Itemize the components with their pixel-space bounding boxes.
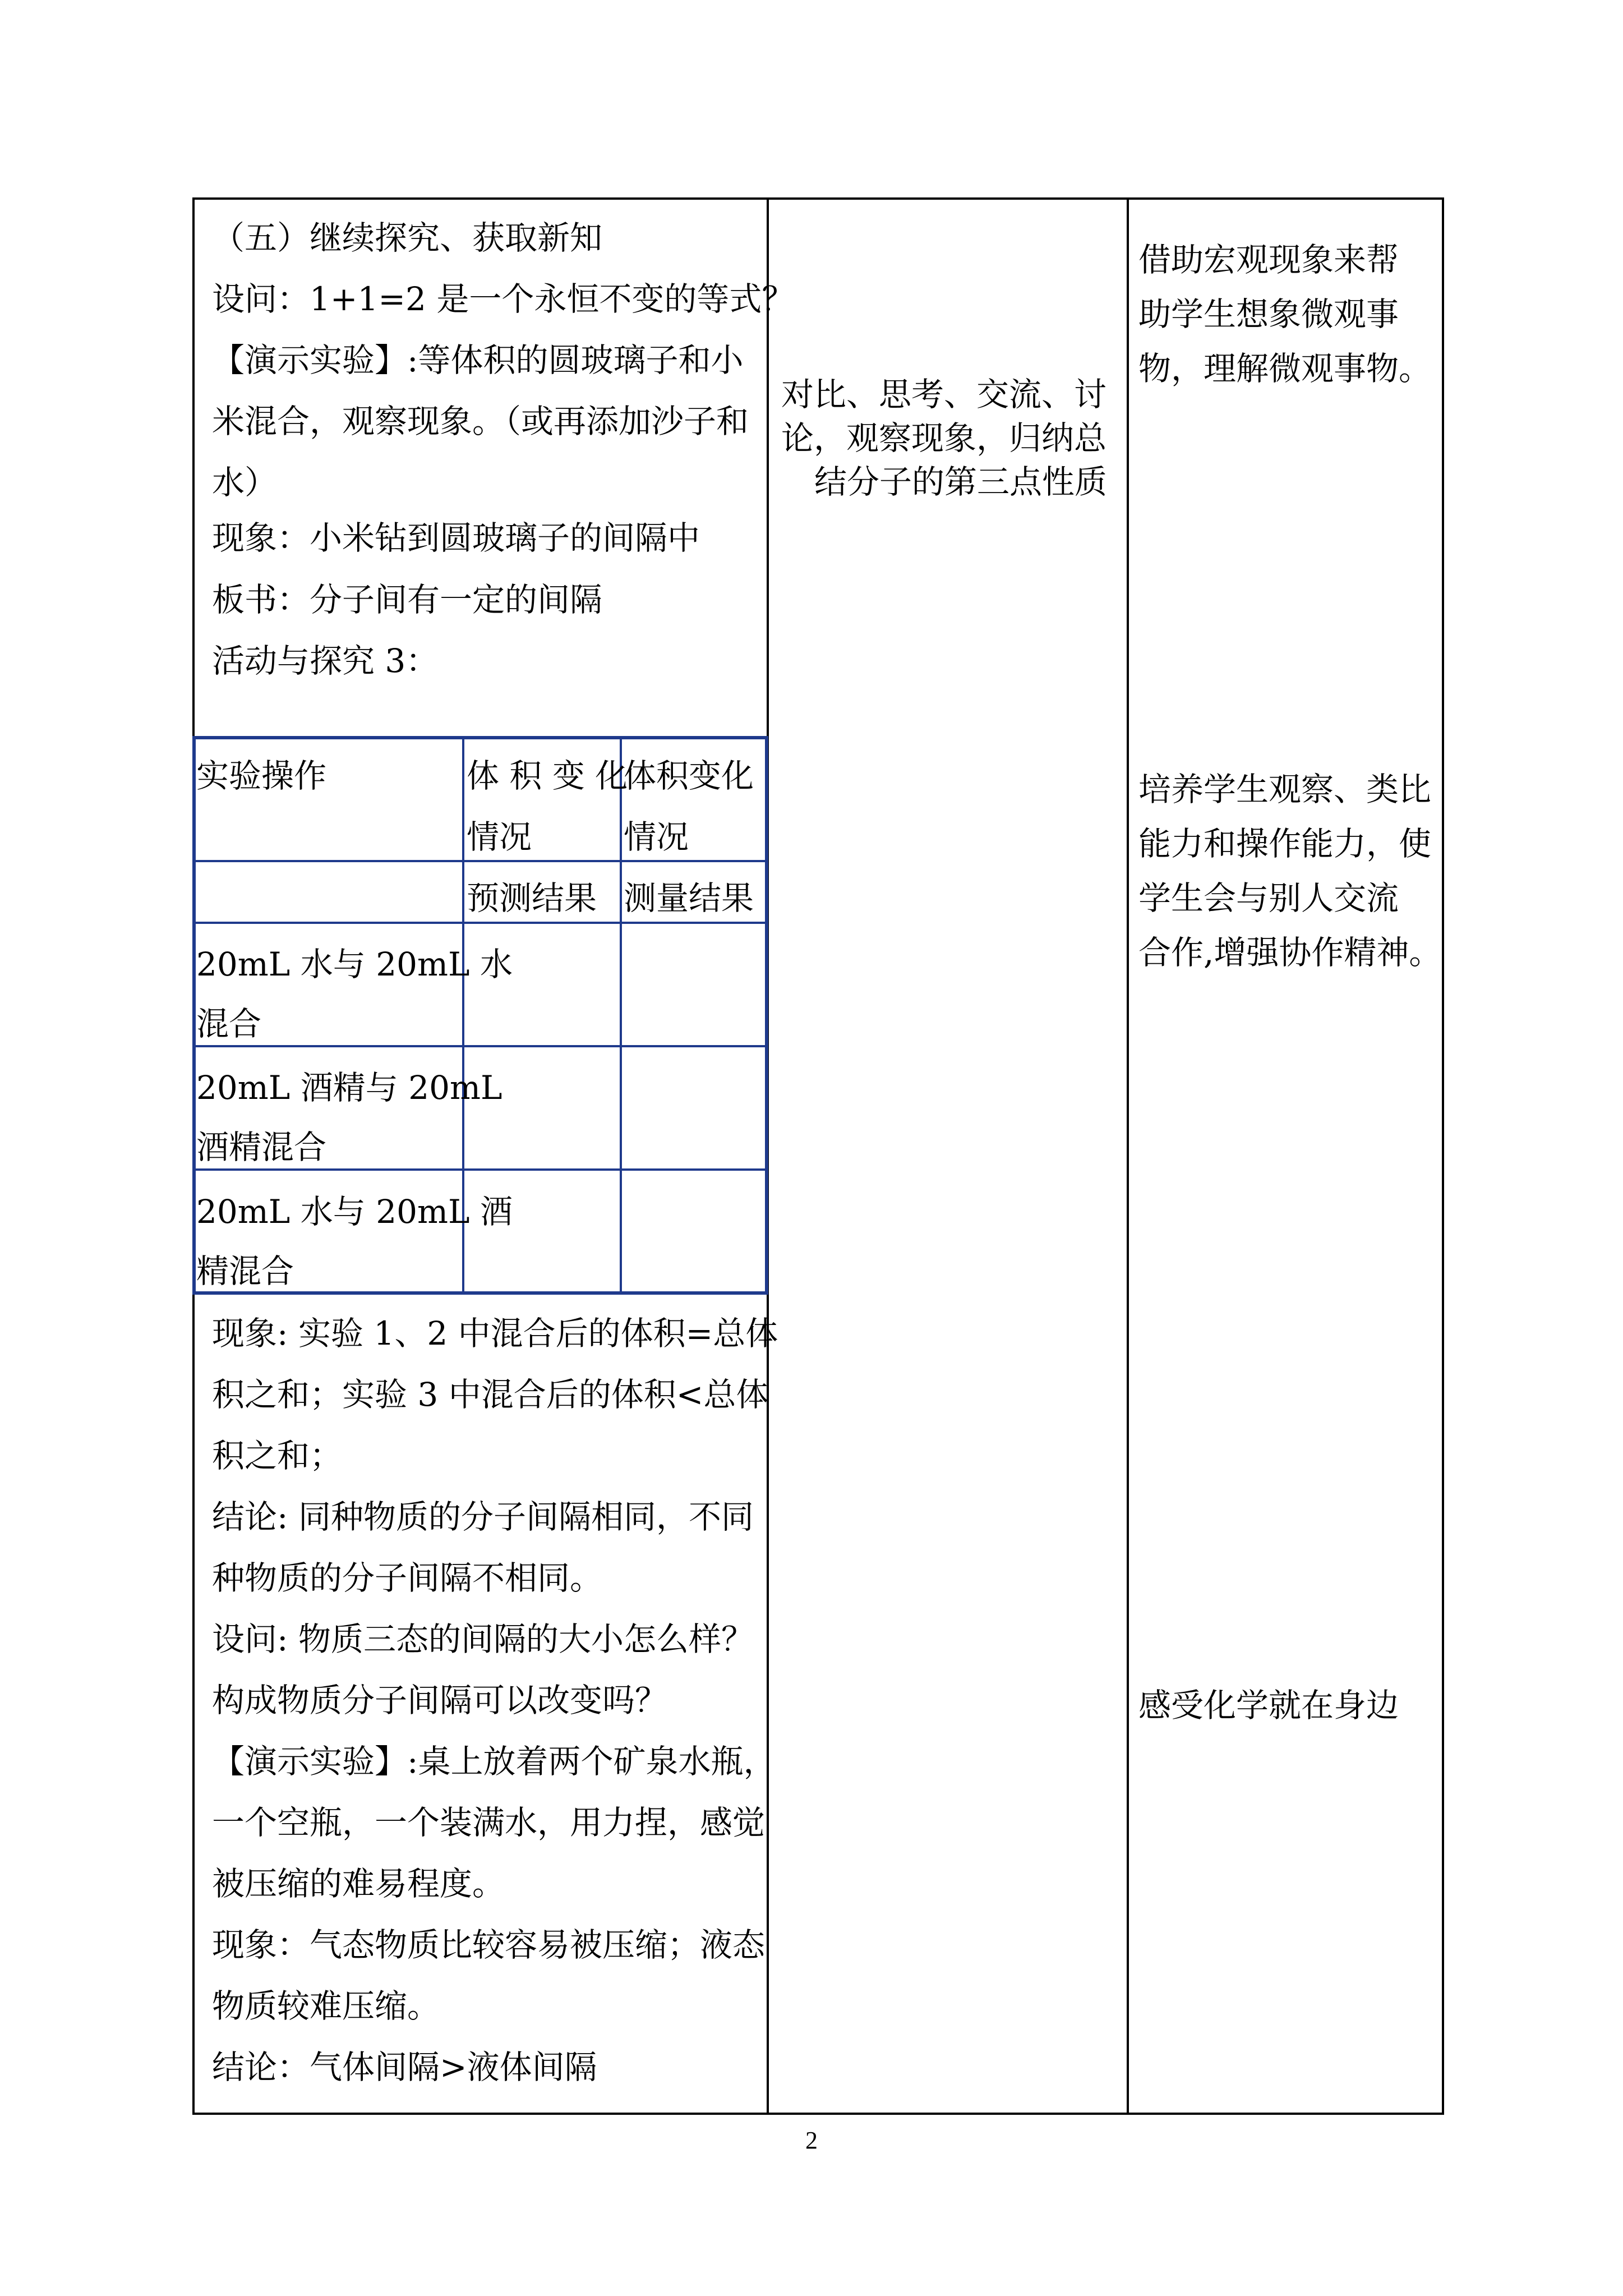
design-intent-2-line-1: 培养学生观察、类比 xyxy=(1138,770,1432,808)
conclusion-2-line: 结论：气体间隔>液体间隔 xyxy=(212,2048,597,2086)
header-measured: 测量结果 xyxy=(624,879,754,917)
inner-table-hline-2 xyxy=(192,922,768,924)
inner-table-hline-1 xyxy=(192,860,768,862)
demo-2-line-2: 一个空瓶，一个装满水，用力捏，感觉 xyxy=(212,1803,766,1842)
activity-line: 活动与探究 3： xyxy=(212,642,439,680)
question-2-line-2: 构成物质分子间隔可以改变吗？ xyxy=(212,1681,668,1719)
phenomenon-2-line-1: 现象: 实验 1、2 中混合后的体积=总体 xyxy=(212,1314,778,1352)
header-operation: 实验操作 xyxy=(196,757,327,795)
outer-border-bottom xyxy=(192,2113,1444,2115)
design-intent-2-line-2: 能力和操作能力，使 xyxy=(1138,825,1432,863)
inner-table-hline-3 xyxy=(192,1045,768,1047)
header-volume-change-1: 体 积 变 化 xyxy=(467,757,628,795)
student-activity-line-1: 对比、思考、交流、讨 xyxy=(781,375,1107,413)
demo-2-line-1: 【演示实验】:桌上放着两个矿泉水瓶， xyxy=(212,1742,776,1780)
inner-table-hline-4 xyxy=(192,1168,768,1171)
header-situation-1: 情况 xyxy=(467,818,532,856)
blackboard-line: 板书：分子间有一定的间隔 xyxy=(212,581,603,619)
outer-border-right xyxy=(1442,197,1444,2115)
row-3-operation-line-1: 20mL 水与 20mL 酒 xyxy=(196,1193,513,1231)
header-predicted: 预测结果 xyxy=(467,879,597,917)
phenomenon-2-line-3: 积之和； xyxy=(212,1437,343,1475)
design-intent-1-line-2: 助学生想象微观事 xyxy=(1138,295,1399,333)
row-1-operation-line-1: 20mL 水与 20mL 水 xyxy=(196,945,513,983)
demo-line-1: 【演示实验】:等体积的圆玻璃子和小 xyxy=(212,341,744,379)
row-3-operation-line-2: 精混合 xyxy=(196,1252,294,1290)
column-divider-2 xyxy=(1127,197,1129,2115)
student-activity-line-3: 结分子的第三点性质 xyxy=(814,463,1108,501)
row-2-operation-line-1: 20mL 酒精与 20mL xyxy=(196,1069,502,1107)
design-intent-2-line-4: 合作,增强协作精神。 xyxy=(1138,933,1442,972)
demo-2-line-3: 被压缩的难易程度。 xyxy=(212,1865,505,1903)
phenomenon-2-line-2: 积之和；实验 3 中混合后的体积<总体 xyxy=(212,1375,769,1414)
demo-line-2: 米混合，观察现象。（或再添加沙子和 xyxy=(212,402,749,440)
design-intent-3-line-1: 感受化学就在身边 xyxy=(1138,1686,1399,1724)
row-2-operation-line-2: 酒精混合 xyxy=(196,1128,327,1166)
phenomenon-line: 现象：小米钻到圆玻璃子的间隔中 xyxy=(212,519,700,557)
inner-table-bottom xyxy=(192,1291,768,1295)
conclusion-line-1: 结论: 同种物质的分子间隔相同，不同 xyxy=(212,1498,754,1536)
inner-table-left xyxy=(192,736,196,1295)
question-line: 设问：1+1=2 是一个永恒不变的等式？ xyxy=(212,280,795,318)
inner-table-vline-2 xyxy=(620,736,622,1295)
section-heading: （五）继续探究、获取新知 xyxy=(212,219,603,257)
outer-border-top xyxy=(192,197,1444,200)
header-volume-change-2: 体积变化 xyxy=(624,757,754,795)
header-situation-2: 情况 xyxy=(624,818,689,856)
conclusion-line-2: 种物质的分子间隔不相同。 xyxy=(212,1559,603,1597)
student-activity-line-2: 论，观察现象，归纳总 xyxy=(781,419,1107,457)
inner-table-top xyxy=(192,736,768,739)
inner-table-right xyxy=(765,736,768,1295)
phenomenon-3-line-2: 物质较难压缩。 xyxy=(212,1987,440,2025)
page-number: 2 xyxy=(805,2127,818,2154)
row-1-operation-line-2: 混合 xyxy=(196,1005,262,1043)
phenomenon-3-line-1: 现象：气态物质比较容易被压缩；液态 xyxy=(212,1926,766,1964)
design-intent-1-line-3: 物，理解微观事物。 xyxy=(1138,349,1432,388)
question-2-line-1: 设问: 物质三态的间隔的大小怎么样？ xyxy=(212,1620,754,1658)
design-intent-2-line-3: 学生会与别人交流 xyxy=(1138,879,1399,917)
demo-line-3: 水） xyxy=(212,463,278,501)
design-intent-1-line-1: 借助宏观现象来帮 xyxy=(1138,241,1399,279)
